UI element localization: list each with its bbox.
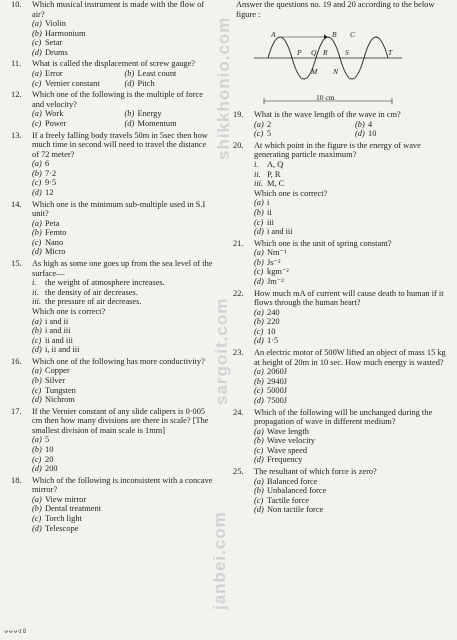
option-text: Power bbox=[45, 118, 67, 128]
option-label: (a) bbox=[254, 426, 264, 436]
option bbox=[254, 327, 452, 337]
left-column bbox=[8, 0, 213, 535]
option bbox=[254, 277, 452, 287]
question-text: Which of the following is inconsistent with a concave mirror? bbox=[32, 475, 213, 495]
option bbox=[254, 308, 452, 318]
question-text: What is called the displacement of screw gauge? bbox=[32, 59, 196, 69]
option-label: (c) bbox=[32, 237, 42, 247]
option bbox=[254, 120, 351, 130]
option-label: (d) bbox=[32, 395, 42, 405]
question-text: What is the wave length of the wave in cm? bbox=[254, 110, 401, 120]
option-label: (b) bbox=[32, 504, 42, 514]
option-label: (d) bbox=[32, 47, 42, 57]
option bbox=[254, 477, 452, 487]
option-label: (a) bbox=[32, 316, 42, 326]
option bbox=[254, 208, 452, 218]
option-text: Nichrom bbox=[45, 395, 75, 405]
statement-text: the weight of atmosphere increases. bbox=[45, 278, 165, 288]
option bbox=[32, 69, 121, 79]
question-text: Which one is the minimum sub-multiple used in S.I unit? bbox=[32, 199, 206, 219]
statement bbox=[254, 160, 452, 170]
option-text: Energy bbox=[137, 109, 162, 119]
option-label: (a) bbox=[32, 366, 42, 376]
option-label: (a) bbox=[32, 109, 42, 119]
option bbox=[254, 496, 452, 506]
question-number: 23. bbox=[233, 348, 244, 358]
options-list bbox=[32, 69, 213, 88]
option-text: Wave length bbox=[267, 426, 309, 436]
option-label: (b) bbox=[254, 257, 264, 267]
label-a: A bbox=[271, 30, 276, 40]
option bbox=[32, 48, 213, 58]
options-list bbox=[254, 308, 452, 346]
option bbox=[32, 455, 213, 465]
option bbox=[125, 69, 214, 79]
option bbox=[254, 427, 452, 437]
option-label: (a) bbox=[254, 367, 264, 377]
options-list bbox=[254, 120, 452, 139]
option-text: Momentum bbox=[137, 118, 177, 128]
option bbox=[32, 445, 213, 455]
option-label: (a) bbox=[254, 476, 264, 486]
option-label: (c) bbox=[32, 454, 42, 464]
option-label: (b) bbox=[254, 436, 264, 446]
options-list bbox=[32, 495, 213, 533]
option-text: i bbox=[267, 198, 270, 208]
option bbox=[32, 228, 213, 238]
option bbox=[32, 188, 213, 198]
wave-figure bbox=[254, 21, 402, 107]
label-t: T bbox=[388, 48, 393, 58]
question bbox=[230, 110, 452, 139]
option bbox=[355, 129, 452, 139]
option bbox=[254, 129, 351, 139]
label-q: Q bbox=[311, 48, 317, 58]
option-label: (d) bbox=[355, 129, 365, 139]
option-label: (b) bbox=[124, 69, 135, 79]
option-text: i and iii bbox=[267, 227, 293, 237]
option-text: Silver bbox=[45, 375, 66, 385]
question bbox=[230, 348, 452, 405]
option-text: Work bbox=[45, 109, 64, 119]
option-text: Nm⁻¹ bbox=[267, 248, 287, 258]
statement-text: P, R bbox=[267, 169, 281, 179]
option bbox=[254, 446, 452, 456]
option-text: Setar bbox=[45, 38, 63, 48]
statement-label: iii. bbox=[32, 297, 42, 307]
question bbox=[230, 289, 452, 346]
option bbox=[32, 317, 213, 327]
question-subprompt: Which one is correct? bbox=[32, 306, 106, 316]
label-r: R bbox=[323, 48, 328, 58]
option-text: Telescope bbox=[45, 523, 79, 533]
option-label: (b) bbox=[32, 375, 42, 385]
option-text: Least count bbox=[137, 69, 177, 79]
option-label: (d) bbox=[32, 187, 42, 197]
option bbox=[32, 326, 213, 336]
option bbox=[32, 219, 213, 229]
option bbox=[32, 366, 213, 376]
option-text: iii bbox=[267, 217, 274, 227]
option-label: (d) bbox=[32, 345, 42, 355]
option-text: Jm⁻² bbox=[267, 276, 284, 286]
option-text: 6 bbox=[45, 159, 50, 169]
watermark-3: janbei.com bbox=[210, 511, 229, 610]
statement bbox=[32, 297, 213, 307]
option-label: (b) bbox=[254, 317, 264, 327]
option-text: 5000J bbox=[267, 386, 288, 396]
question bbox=[230, 239, 452, 287]
question bbox=[8, 0, 213, 57]
option bbox=[254, 218, 452, 228]
question-text: How much mA of current will cause death to human if it flows through the human heart? bbox=[254, 288, 444, 308]
question-number: 18. bbox=[11, 475, 22, 485]
question bbox=[230, 467, 452, 515]
option-label: (d) bbox=[32, 247, 42, 257]
question bbox=[8, 259, 213, 355]
question bbox=[230, 408, 452, 465]
options-list bbox=[32, 366, 213, 404]
statement-text: M, C bbox=[267, 179, 285, 189]
option-text: 7500J bbox=[267, 395, 288, 405]
label-c: C bbox=[350, 30, 356, 40]
options-list bbox=[254, 477, 452, 515]
option bbox=[32, 19, 213, 29]
question-number: 16. bbox=[11, 356, 22, 366]
question-text: If the Vernier constant of any slide calipers is 0·005 cm then how many divisions are there in scale? [The smallest division of main scale is 1mm] bbox=[32, 406, 209, 435]
option-text: Wave speed bbox=[267, 445, 308, 455]
option-label: (a) bbox=[32, 69, 42, 79]
option bbox=[32, 435, 213, 445]
scale-label: 10 cm bbox=[316, 93, 335, 103]
option-text: 5 bbox=[45, 435, 50, 445]
option-label: (d) bbox=[254, 336, 264, 346]
option-text: Violin bbox=[45, 19, 66, 29]
option-label: (d) bbox=[124, 78, 135, 88]
statement-label: ii. bbox=[254, 169, 261, 179]
option-label: (b) bbox=[355, 119, 365, 129]
question-number: 14. bbox=[11, 199, 22, 209]
option-text: Tactile force bbox=[267, 495, 309, 505]
option-text: ii bbox=[267, 207, 272, 217]
statement-label: ii. bbox=[32, 287, 39, 297]
option-label: (b) bbox=[124, 109, 135, 119]
option-label: (a) bbox=[254, 119, 264, 129]
option bbox=[32, 119, 121, 129]
options-list bbox=[32, 219, 213, 257]
option-text: 220 bbox=[267, 317, 280, 327]
option bbox=[254, 258, 452, 268]
option-text: Micro bbox=[45, 247, 66, 257]
option bbox=[355, 120, 452, 130]
option-label: (c) bbox=[254, 386, 264, 396]
question-text: Which one of the following has more conductivity? bbox=[32, 356, 205, 366]
question bbox=[8, 407, 213, 474]
question bbox=[8, 357, 213, 405]
option-text: 200 bbox=[45, 464, 58, 474]
question-text: An electric motor of 500W lifted an object of mass 15 kg at height of 20m in 10 sec. How much energy is wasted? bbox=[254, 348, 446, 367]
question bbox=[8, 90, 213, 128]
option-text: Balanced force bbox=[267, 476, 318, 486]
option-text: 240 bbox=[267, 307, 280, 317]
question-text: Which one of the following is the multiple of force and velocity? bbox=[32, 90, 203, 109]
question bbox=[8, 200, 213, 257]
label-s: S bbox=[345, 48, 349, 58]
option-text: i and ii bbox=[45, 316, 69, 326]
option bbox=[125, 119, 214, 129]
right-questions bbox=[230, 110, 452, 515]
option-text: i, ii and iii bbox=[45, 345, 80, 355]
options-list bbox=[254, 198, 452, 236]
option-text: Pitch bbox=[137, 78, 155, 88]
watermark-1: shikkhonio.com bbox=[214, 16, 233, 160]
option-label: (c) bbox=[32, 38, 42, 48]
option-label: (d) bbox=[254, 227, 264, 237]
option bbox=[32, 238, 213, 248]
option-label: (c) bbox=[32, 178, 42, 188]
option-label: (d) bbox=[124, 118, 135, 128]
option bbox=[32, 336, 213, 346]
option bbox=[254, 367, 452, 377]
option bbox=[32, 169, 213, 179]
options-list bbox=[32, 159, 213, 197]
option-label: (c) bbox=[32, 78, 42, 88]
question-number: 25. bbox=[233, 466, 244, 476]
statement bbox=[32, 278, 213, 288]
option-label: (d) bbox=[254, 395, 264, 405]
question-text: Which musical instrument is made with the flow of air? bbox=[32, 0, 205, 19]
option bbox=[32, 514, 213, 524]
option bbox=[32, 524, 213, 534]
option-text: 20 bbox=[45, 454, 54, 464]
option-text: Peta bbox=[45, 218, 60, 228]
question-number: 11. bbox=[11, 59, 22, 69]
option-label: (a) bbox=[254, 198, 264, 208]
option bbox=[254, 505, 452, 515]
option-label: (d) bbox=[32, 464, 42, 474]
option-label: (b) bbox=[254, 376, 264, 386]
option bbox=[32, 386, 213, 396]
option bbox=[32, 178, 213, 188]
option-label: (c) bbox=[254, 267, 264, 277]
option-text: Wave velocity bbox=[267, 436, 315, 446]
option-text: ii and iii bbox=[45, 335, 73, 345]
option-label: (c) bbox=[254, 129, 264, 139]
option bbox=[32, 159, 213, 169]
option-text: Dental treatment bbox=[45, 504, 102, 514]
option bbox=[254, 455, 452, 465]
option-text: Error bbox=[45, 69, 63, 79]
option-text: 10 bbox=[368, 129, 377, 139]
option bbox=[254, 436, 452, 446]
statement bbox=[254, 170, 452, 180]
option-text: Harmonium bbox=[45, 28, 86, 38]
question-number: 10. bbox=[11, 0, 22, 9]
watermark-2: sargoit.com bbox=[212, 297, 231, 405]
option-label: (c) bbox=[254, 326, 264, 336]
option-text: Drums bbox=[45, 47, 68, 57]
label-b: B bbox=[332, 30, 337, 40]
option-text: 12 bbox=[45, 187, 54, 197]
option bbox=[254, 386, 452, 396]
right-column bbox=[230, 0, 452, 517]
option-label: (c) bbox=[32, 385, 42, 395]
page-footer-mark: ০০০৫৪ bbox=[4, 628, 27, 635]
option-label: (b) bbox=[254, 207, 264, 217]
options-list bbox=[32, 317, 213, 355]
question-number: 15. bbox=[11, 259, 22, 269]
option-label: (b) bbox=[32, 168, 42, 178]
statement-label: i. bbox=[254, 160, 259, 170]
question-text: As high as some one goes up from the sea level of the surface— bbox=[32, 259, 213, 278]
arrow-head bbox=[324, 35, 328, 40]
option bbox=[254, 267, 452, 277]
option-label: (c) bbox=[254, 445, 264, 455]
options-list bbox=[254, 427, 452, 465]
option bbox=[254, 336, 452, 346]
option-label: (d) bbox=[254, 455, 264, 465]
option-label: (d) bbox=[254, 276, 264, 286]
option-label: (c) bbox=[32, 118, 42, 128]
question bbox=[8, 131, 213, 198]
options-list bbox=[32, 19, 213, 57]
option-label: (c) bbox=[32, 514, 42, 524]
statement-text: A, Q bbox=[267, 160, 284, 170]
question-text: Which of the following will be unchanged during the propagation of wave in different medium? bbox=[254, 407, 433, 427]
option-label: (c) bbox=[254, 217, 264, 227]
option-text: kgm⁻² bbox=[267, 267, 289, 277]
option bbox=[254, 396, 452, 406]
option-label: (d) bbox=[32, 523, 42, 533]
option-text: i and iii bbox=[45, 326, 71, 336]
option-label: (b) bbox=[32, 445, 42, 455]
option-text: Copper bbox=[45, 366, 70, 376]
option bbox=[254, 198, 452, 208]
statement bbox=[254, 179, 452, 189]
question-text: If a freely falling body travels 50m in 5sec then how much time in second will need to travel the distance of 72 meter? bbox=[32, 130, 208, 159]
question-text: Which one is the unit of spring constant? bbox=[254, 238, 392, 248]
option-text: 4 bbox=[368, 119, 373, 129]
options-list bbox=[254, 367, 452, 405]
option-label: (a) bbox=[32, 218, 42, 228]
question-number: 19. bbox=[233, 110, 244, 120]
option-label: (a) bbox=[254, 248, 264, 258]
question-text: At which point in the figure is the energy of wave generating particle maximum? bbox=[254, 140, 421, 160]
option bbox=[32, 109, 121, 119]
option-label: (a) bbox=[32, 19, 42, 29]
option bbox=[32, 247, 213, 257]
option bbox=[254, 317, 452, 327]
question-number: 22. bbox=[233, 288, 244, 298]
options-list bbox=[32, 109, 213, 128]
option bbox=[32, 395, 213, 405]
options-list bbox=[254, 248, 452, 286]
option bbox=[32, 345, 213, 355]
option-text: 10 bbox=[267, 326, 276, 336]
option-text: 1·5 bbox=[267, 336, 279, 346]
statement-label: iii. bbox=[254, 179, 264, 189]
statement-text: the pressure of air decreases. bbox=[45, 297, 142, 307]
option-label: (a) bbox=[254, 307, 264, 317]
option-text: 2 bbox=[267, 119, 272, 129]
label-m: M bbox=[311, 67, 318, 77]
option-text: Unbalanced force bbox=[267, 486, 327, 496]
option-label: (c) bbox=[254, 495, 264, 505]
option-text: Nano bbox=[45, 237, 64, 247]
statement-text: the density of air decreases. bbox=[45, 287, 138, 297]
option bbox=[32, 376, 213, 386]
option bbox=[254, 486, 452, 496]
question bbox=[230, 141, 452, 237]
question bbox=[8, 59, 213, 88]
option-text: 5 bbox=[267, 129, 272, 139]
options-list bbox=[32, 435, 213, 473]
question-number: 13. bbox=[11, 130, 22, 140]
option-label: (d) bbox=[254, 505, 264, 515]
option-text: Vernier constant bbox=[45, 78, 100, 88]
option bbox=[32, 495, 213, 505]
statement-label: i. bbox=[32, 278, 37, 288]
question-number: 24. bbox=[233, 407, 244, 417]
option-text: View mirror bbox=[45, 494, 87, 504]
option-text: Non tactile force bbox=[267, 505, 324, 515]
option-text: 7·2 bbox=[45, 168, 57, 178]
question-text: The resultant of which force is zero? bbox=[254, 466, 377, 476]
option-text: 2940J bbox=[267, 376, 288, 386]
option-text: Frequency bbox=[267, 455, 303, 465]
option-label: (a) bbox=[32, 159, 42, 169]
option-text: Torch light bbox=[45, 514, 82, 524]
option-label: (b) bbox=[32, 228, 42, 238]
option bbox=[32, 38, 213, 48]
option-text: 10 bbox=[45, 445, 54, 455]
option-text: Tungsten bbox=[45, 385, 76, 395]
option-label: (b) bbox=[254, 486, 264, 496]
question-number: 17. bbox=[11, 406, 22, 416]
question bbox=[8, 476, 213, 533]
option bbox=[32, 79, 121, 89]
option bbox=[125, 109, 214, 119]
statement bbox=[32, 288, 213, 298]
option bbox=[32, 504, 213, 514]
option bbox=[254, 248, 452, 258]
label-p: P bbox=[297, 48, 302, 58]
question-number: 20. bbox=[233, 140, 244, 150]
option-text: 9·5 bbox=[45, 178, 57, 188]
option bbox=[254, 377, 452, 387]
option bbox=[254, 227, 452, 237]
option-text: 2060J bbox=[267, 367, 288, 377]
option bbox=[32, 29, 213, 39]
option-label: (a) bbox=[32, 435, 42, 445]
label-n: N bbox=[333, 67, 339, 77]
option-label: (b) bbox=[32, 326, 42, 336]
option-text: Femto bbox=[45, 228, 67, 238]
option-label: (a) bbox=[32, 494, 42, 504]
option bbox=[125, 79, 214, 89]
figure-instructions: Answer the questions no. 19 and 20 according to the below figure : bbox=[236, 0, 435, 19]
question-number: 12. bbox=[11, 90, 22, 100]
question-number: 21. bbox=[233, 238, 244, 248]
option-label: (b) bbox=[32, 28, 42, 38]
option-text: Js⁻² bbox=[267, 257, 281, 267]
question-subprompt: Which one is correct? bbox=[254, 188, 328, 198]
option bbox=[32, 464, 213, 474]
option-label: (c) bbox=[32, 335, 42, 345]
